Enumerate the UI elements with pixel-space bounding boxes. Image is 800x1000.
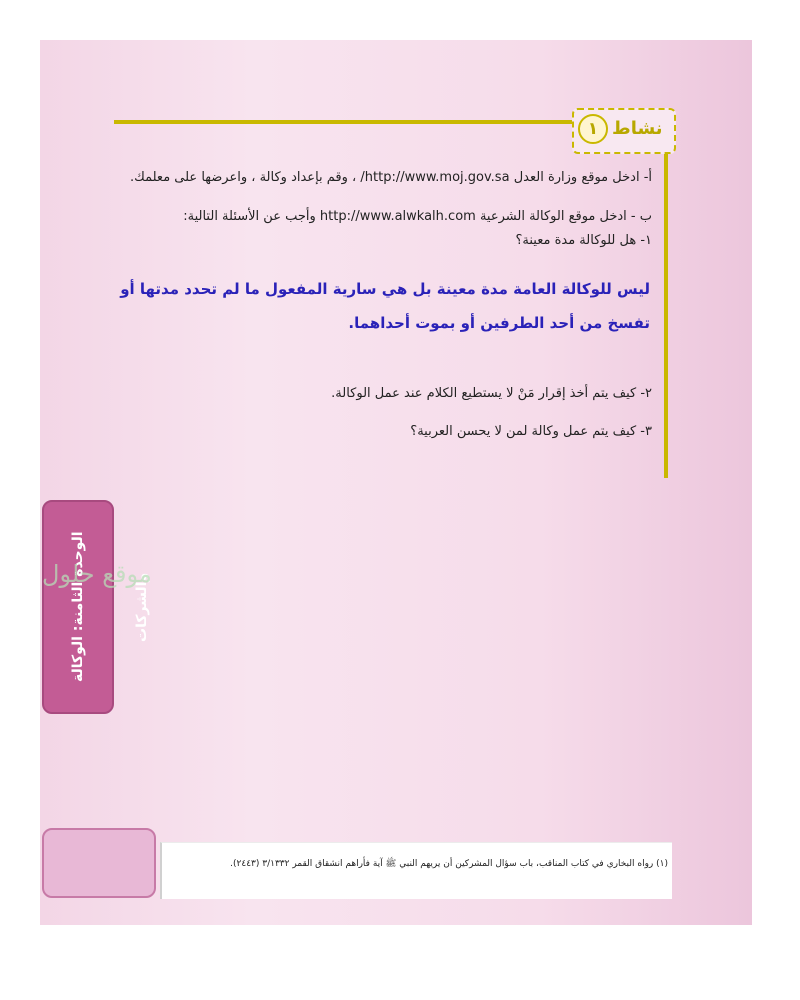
footnote-text: (١) رواه البخاري في كتاب المناقب، باب سؤال المشركين أن يريهم النبي ﷺ آية فأراهم انشقاق القمر ٣/١٣٣٢ (٢٤٤٣). bbox=[230, 859, 668, 869]
activity-side-rule bbox=[664, 144, 668, 478]
section-a-text: أ- ادخل موقع وزارة العدل http://www.moj.gov.sa/ ، وقم بإعداد وكالة ، واعرضها على معلمك. bbox=[130, 170, 652, 185]
footnote-box bbox=[160, 842, 672, 899]
section-b-text: ب - ادخل موقع الوكالة الشرعية http://www.alwkalh.com وأجب عن الأسئلة التالية: bbox=[183, 209, 652, 224]
activity-number-badge: ١ bbox=[578, 114, 608, 144]
question-2: ٢- كيف يتم أخذ إقرار مَنْ لا يستطيع الكلام عند عمل الوكالة. bbox=[331, 386, 652, 401]
activity-header-rule bbox=[114, 120, 628, 124]
question-3: ٣- كيف يتم عمل وكالة لمن لا يحسن العربية؟ bbox=[410, 424, 652, 439]
unit-title: الوحدة الثامنة: الوكالة والشركات bbox=[70, 531, 150, 683]
footer-tab bbox=[42, 828, 156, 898]
answer-1: ليس للوكالة العامة مدة معينة بل هي سارية المفعول ما لم تحدد مدتها أو تفسخ من أحد الطرفين أو بموت أحداهما. bbox=[120, 280, 650, 332]
question-1: ١- هل للوكالة مدة معينة؟ bbox=[515, 233, 652, 248]
activity-label: نشاط bbox=[612, 118, 663, 139]
unit-sidebar-tab bbox=[42, 500, 150, 714]
watermark-text: موقع حلول bbox=[42, 560, 152, 588]
